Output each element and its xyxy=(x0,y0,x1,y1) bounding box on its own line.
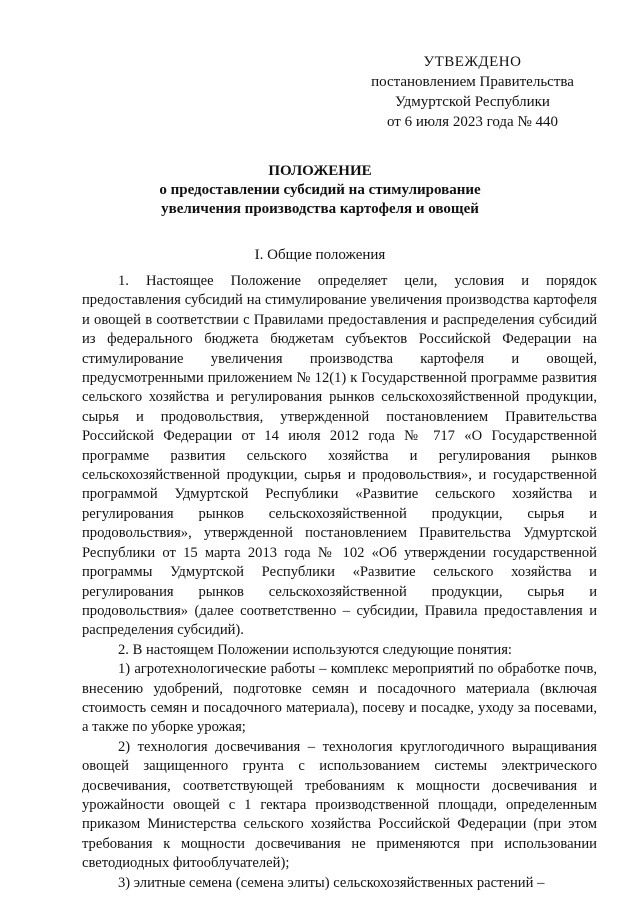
paragraph: 3) элитные семена (семена элиты) сельскохозяйственных растений – xyxy=(118,874,545,891)
approval-title: УТВЕЖДЕНО xyxy=(423,54,522,70)
approval-date-number: от 6 июля 2023 года № 440 xyxy=(386,114,559,130)
document-title-block xyxy=(110,162,530,219)
document-subtitle: о предоставлении субсидий на стимулирование xyxy=(159,182,481,198)
document-title: ПОЛОЖЕНИЕ xyxy=(268,163,372,179)
approval-line: постановлением Правительства xyxy=(371,74,574,90)
paragraph: 2) технология досвечивания – технология круглогодичного выращивания овощей защищенного грунта с использованием системы электрического досвечивания, соответствующей требованиям к мощности досвечивания и урожайности овощей с 1 гектара производственной площади, определенным приказом Министерства сельского хозяйства Российской Федерации (при этом требования к мощности досвечивания не применяются при использовании светодиодных фитооблучателей); xyxy=(82,738,597,872)
paragraph: 1. Настоящее Положение определяет цели, условия и порядок предоставления субсидий на стимулирование увеличения производства картофеля и овощей в соответствии с Правилами предоставления и распределения субсидий из федерального бюджета бюджетам субъектов Российской Федерации на стимулирование увеличения производства картофеля и овощей, предусмотренными приложением № 12(1) к Государственной программе развития сельского хозяйства и регулирования рынков сельскохозяйственной продукции, сырья и продовольствия, утвержденной постановлением Правительства Российской Федерации от 14 июля 2012 года № 717 «О Государственной программе развития сельского хозяйства и регулирования рынков сельскохозяйственной продукции, сырья и продовольствия», и государственной программой Удмуртской Республики «Развитие сельского хозяйства и регулирования рынков сельскохозяйственной продукции, сырья и продовольствия», утвержденной постановлением Правительства Удмуртской Республики от 15 марта 2013 года № 102 «Об утверждении государственной программы Удмуртской Республики «Развитие сельского хозяйства и регулирования рынков сельскохозяйственной продукции, сырья и продовольствия» (далее соответственно – субсидии, Правила предоставления и распределения субсидий). xyxy=(82,273,597,639)
document-body xyxy=(82,272,597,893)
paragraph: 2. В настоящем Положении используются следующие понятия: xyxy=(118,641,512,658)
document-subtitle: увеличения производства картофеля и овощей xyxy=(161,201,479,217)
section-heading: I. Общие положения xyxy=(254,247,386,263)
approval-line: Удмуртской Республики xyxy=(395,94,550,110)
approval-stamp xyxy=(340,52,605,132)
paragraph: 1) агротехнологические работы – комплекс мероприятий по обработке почв, внесению удобрений, подготовке семян и посадочного материала (включая стоимость семян и посадочного материала), посеву и посадке, уходу за посевами, а также по уборке урожая; xyxy=(82,661,597,736)
